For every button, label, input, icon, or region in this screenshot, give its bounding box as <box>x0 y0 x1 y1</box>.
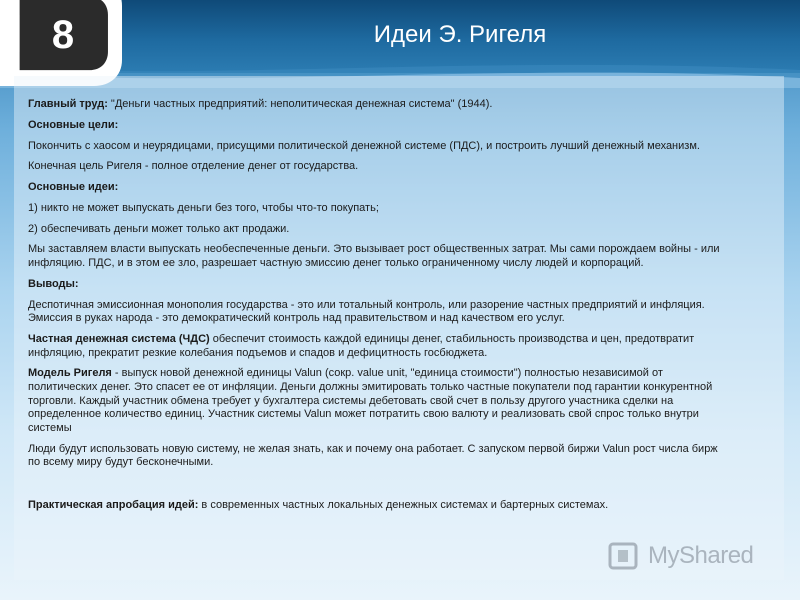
model-label: Модель Ригеля <box>28 367 112 380</box>
model-paragraph <box>28 367 728 435</box>
conclusions-text: Деспотичная эмиссионная монополия государства - это или тотальный контроль, или разорение частных предприятий и инфляция. Эмиссия в руках народа - это демократический контроль над правительством и над качеством его услуг. <box>28 298 705 325</box>
slide-content <box>28 98 728 520</box>
watermark <box>606 540 766 576</box>
people-text: Люди будут использовать новую систему, не желая знать, как и почему она работает. С запуском первой биржи Valun рост числа бирж по всему миру будут бесконечными. <box>28 442 718 469</box>
approbation-paragraph <box>28 499 728 513</box>
goals-heading: Основные цели: <box>28 118 119 131</box>
ideas-heading: Основные идеи: <box>28 181 119 194</box>
ideas-paragraph: Мы заставляем власти выпускать необеспеченные деньги. Это вызывает рост общественных затрат. Мы сами порождаем войны - или инфляцию. ПДС, и в этом ее зло, разрешает частную эмиссию денег только ограниченному числу людей и корпораций. <box>28 243 720 270</box>
private-system-paragraph <box>28 333 728 360</box>
slide-title: Идеи Э. Ригеля <box>373 21 547 48</box>
main-work-text: "Деньги частных предприятий: неполитическая денежная система" (1944). <box>107 98 493 110</box>
final-goal-text: Конечная цель Ригеля - полное отделение денег от государства. <box>28 160 359 173</box>
conclusions-heading: Выводы: <box>28 277 79 290</box>
spacer <box>28 477 728 499</box>
approbation-label: Практическая апробация идей: <box>28 498 199 511</box>
private-system-label: Частная денежная система (ЧДС) <box>28 333 210 345</box>
idea-1: 1) никто не может выпускать деньги без того, чтобы что-то покупать; <box>28 201 379 214</box>
private-system-text: обеспечит стоимость каждой единицы денег, стабильность производства и цен, предотвратит инфляцию, прекратит резкие колебания подъемов и спадов и дефицитность госбюджета. <box>28 333 695 359</box>
approbation-text: в современных частных локальных денежных системах и бартерных системах. <box>198 498 609 511</box>
main-work-paragraph <box>28 98 728 112</box>
slide-header <box>0 0 800 73</box>
model-text: - выпуск новой денежной единицы Valun (сокр. value unit, "единица стоимости") полностью независимой от политических денег. Это спасет ее от инфляции. Деньги должны эмитировать только частные покупатели под гарантии конкурентной торговли. Каждый участник обмена требует у бухгалтера системы дебетовать свой счет в пользу другого участника сделки на определенное количество единиц. Участник системы Valun может потратить свою валюту и реализовать свой спрос только внутри системы <box>28 367 713 434</box>
watermark-text: MyShared <box>648 542 754 569</box>
main-work-label: Главный труд: <box>28 98 108 110</box>
goals-text: Покончить с хаосом и неурядицами, присущими политической денежной системе (ПДС), и построить лучший денежный механизм. <box>28 139 700 152</box>
idea-2: 2) обеспечивать деньги может только акт продажи. <box>28 222 290 235</box>
watermark-logo-icon <box>606 540 646 574</box>
slide-number: 8 <box>51 13 75 57</box>
